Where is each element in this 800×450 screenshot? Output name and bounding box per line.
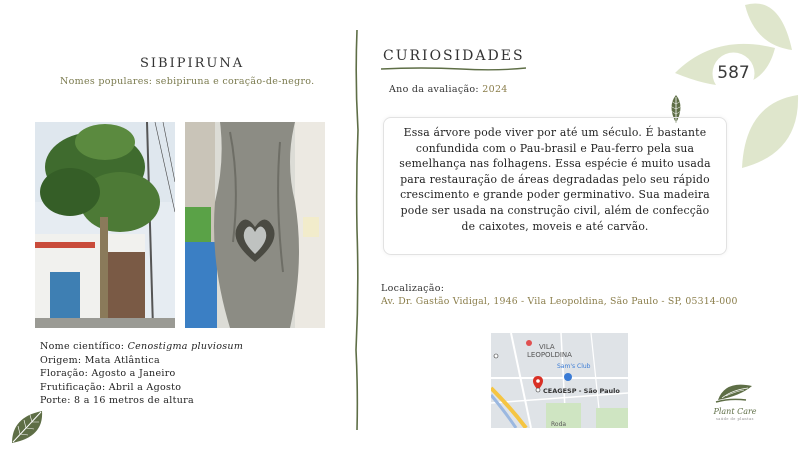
year-label: Ano da avaliação:	[389, 84, 479, 95]
tree-name: SIBIPIRUNA	[140, 56, 245, 71]
tree-photo-street	[35, 122, 175, 328]
origin-row: Origem: Mata Atlântica	[40, 354, 160, 366]
map-district-line2: LEOPOLDINA	[527, 351, 572, 359]
fruiting-row: Frutificação: Abril a Agosto	[40, 381, 182, 393]
size-row: Porte: 8 a 16 metros de altura	[40, 395, 194, 406]
curiosities-title: CURIOSIDADES	[383, 48, 525, 64]
leaf-icon-bottom-left	[8, 407, 48, 447]
map-poi: Sam's Club	[557, 363, 591, 370]
location-address[interactable]: Av. Dr. Gastão Vidigal, 1946 - Vila Leopoldina, São Paulo - SP, 05314-000	[381, 296, 738, 307]
popular-names: Nomes populares: sebipiruna e coração-de-negro.	[60, 76, 315, 87]
scientific-name-value: Cenostigma pluviosum	[127, 341, 244, 352]
brand-name: Plant Care	[713, 407, 757, 416]
map-place: CEAGESP - São Paulo	[543, 387, 620, 395]
scientific-name-label: Nome científico:	[40, 341, 125, 352]
flowering-row: Floração: Agosto a Janeiro	[40, 368, 176, 379]
brand-tagline: saúde de plantas	[716, 417, 754, 421]
curiosities-box	[383, 117, 727, 255]
location-map[interactable]	[491, 333, 628, 428]
tree-number-badge: 587	[717, 63, 750, 83]
evaluation-year	[389, 84, 508, 95]
tree-trunk-heart-photo	[185, 122, 325, 328]
map-district-line1: VILA	[539, 343, 555, 351]
map-road: Roda	[551, 421, 567, 428]
title-underline	[381, 66, 526, 72]
curiosities-text: Essa árvore pode viver por até um século. É bastante confundida com o Pau-brasil e Pau-ferro pela sua semelhança nas folhagens. Essa espécie é muito usada para restauração de áreas degradadas pelo seu rápido crescimento e grande poder germinativo. Sua madeira pode ser usada na construção civil, além de confecção de caixotes, moveis e até carvão.	[399, 126, 711, 233]
location-label: Localização:	[381, 283, 445, 294]
scientific-name-row	[40, 340, 243, 354]
vertical-divider	[352, 30, 362, 430]
tree-info	[40, 340, 243, 408]
leaf-decoration-bottom	[740, 93, 800, 173]
year-value: 2024	[482, 84, 508, 95]
